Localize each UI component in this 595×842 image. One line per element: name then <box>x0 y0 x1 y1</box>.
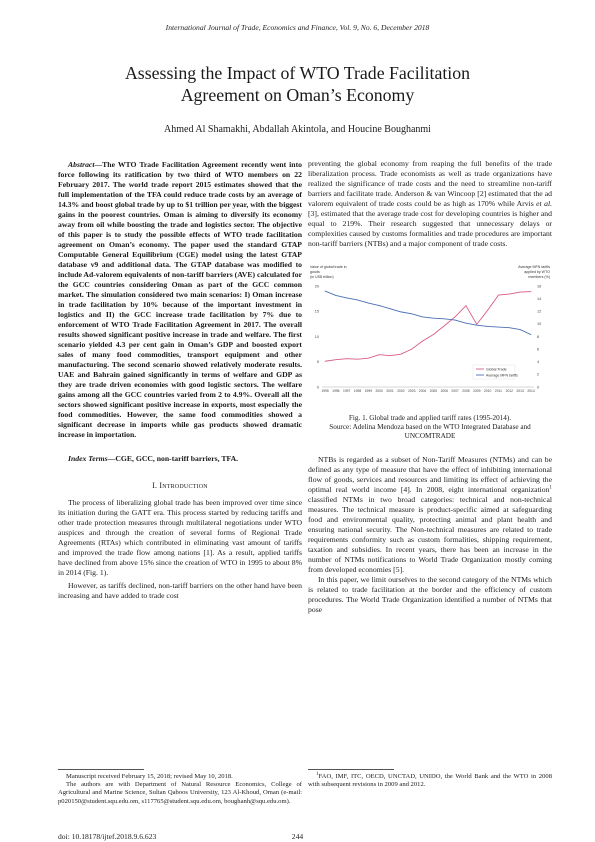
left-column <box>58 160 302 601</box>
abstract-text: —The WTO Trade Facilitation Agreement recently went into force following its ratification by two third of WTO members on 22 February 2017. The world trade report 2015 estimates showed that the full implementation of the TFA could reduce trade costs by an average of 14.3% and boost global trade by up to $1 trillion per year, with the biggest gains in the poorest countries. Oman is aiming to diversify its economy away from oil while boosting the trade and logistics sector. The objective of this paper is to study the possible effects of WTO trade facilitation agreement on Oman’s economy. The paper used the standard GTAP Computable General Equilibrium (CGE) model using the latest GTAP database v9 and additional data. The GTAP database was modified to include Ad-valorem equivalents of non-tariff barriers (AVE) calculated for the GCC countries considering Oman as part of the GCC common market. The simulation considered two main scenarios: I) Oman increase in trade facilitation by 10% because of the important investment in logistics and II) the GCC increase trade facilitation by 7% due to enforcement of WTO Trade Facilitation Agreement in 2017. The overall results showed significant positive increase in trade and welfare. The first scenario yielded 4.3 per cent gain in Oman’s GDP and boosted export sales of many food commodities, transport equipment and other manufacturing. The second scenario showed relatively moderate results. UAE and Bahrain gained significantly in terms of welfare and GDP as they are trade driven economies with good logistic sectors. The welfare gains among all the GCC countries varied from 2 to 4.9%. Overall all the sectors showed significant positive increase in exports, most especially the food commodities. However, the same food commodities showed a significant decrease in imports while gas products showed dramatic increase in importation. <box>58 160 302 439</box>
data-point <box>476 325 477 326</box>
manuscript-footnote <box>58 769 302 806</box>
figure-1 <box>308 262 552 441</box>
intro-paragraph-2: However, as tariffs declined, non-tariff barriers on the other hand have been increasing and have added to trade cost <box>58 581 302 600</box>
data-point <box>346 358 347 359</box>
data-point <box>531 334 532 335</box>
data-point <box>422 341 423 342</box>
data-point <box>444 318 445 319</box>
right-axis-title: Average MFN tariffs <box>518 265 550 269</box>
data-point <box>335 359 336 360</box>
series-line-global-trade <box>325 292 531 362</box>
data-point <box>455 316 456 317</box>
data-point <box>401 312 402 313</box>
right-tick-label: 4 <box>537 360 540 365</box>
data-point <box>476 324 477 325</box>
data-point <box>455 320 456 321</box>
data-point <box>346 298 347 299</box>
data-point <box>325 291 326 292</box>
footnote-1-text: FAO, IMF, ITC, OECD, UNCTAD, UNIDO, the World Bank and the WTO in 2008 with subsequent revisions in 2009 and 2012. <box>308 773 552 789</box>
x-tick-label: 2004 <box>418 389 427 393</box>
ntb-paragraph <box>308 455 552 575</box>
data-point <box>531 291 532 292</box>
author-list: Ahmed Al Shamakhi, Abdallah Akintola, and Houcine Boughanmi <box>164 124 431 135</box>
data-point <box>335 295 336 296</box>
x-tick-label: 1995 <box>321 389 329 393</box>
series-line-mfn-tariffs <box>325 291 531 335</box>
footnote-1-marker: 1 <box>316 771 319 777</box>
trade-tariff-chart <box>308 262 552 410</box>
data-point <box>487 326 488 327</box>
right-column <box>308 159 552 615</box>
x-tick-label: 2002 <box>397 389 405 393</box>
paper-title <box>60 62 535 106</box>
x-tick-label: 2010 <box>483 389 492 393</box>
legend-label: Global Trade <box>486 367 507 372</box>
right-tick-label: 6 <box>537 347 540 352</box>
x-tick-label: 2000 <box>375 389 383 393</box>
x-tick-label: 2001 <box>386 389 394 393</box>
x-tick-label: 2013 <box>516 389 524 393</box>
data-point <box>379 354 380 355</box>
right-tick-label: 14 <box>537 296 542 301</box>
index-terms-text: —CGE, GCC, non-tariff barriers, TFA. <box>107 454 239 463</box>
data-point <box>368 303 369 304</box>
running-head: International Journal of Trade, Economics and Finance, Vol. 9, No. 6, December 2018 <box>165 23 430 32</box>
x-tick-label: 1996 <box>332 389 340 393</box>
index-terms <box>58 454 302 464</box>
x-tick-label: 2003 <box>408 389 416 393</box>
x-tick-label: 2006 <box>440 389 448 393</box>
right-tick-label: 8 <box>537 334 540 339</box>
caption-line-1: Fig. 1. Global trade and applied tariff rates (1995-2014). <box>348 414 512 422</box>
x-tick-label: 1999 <box>364 389 373 393</box>
continued-text-b: [3], estimated that the average trade cost for developing countries is higher and equal to 219%. Their research suggested that unnecessary delays or complexities caused by customs formalities and trade procedures are important non-tariff barriers (NTBs) and a major component of trade costs. <box>308 209 552 248</box>
data-point <box>433 318 434 319</box>
index-terms-lead: Index Terms <box>68 454 108 463</box>
data-point <box>390 308 391 309</box>
abstract-lead: Abstract <box>68 160 95 169</box>
ntb-text-b: classified NTMs in two broad categories: technical and non-technical measures. The technical measure is product-specific aimed at safeguarding food and environmental quality, protecting animal and plant health and ensuring national security. The Non-technical measures are related to trade requirements conformity such as custom formalities, shipping requirement, taxation and subsidies. In recent years, there has been an increase in the number of NTMs notifications to World Trade Organization mostly coming from developed economies [5]. <box>308 495 552 574</box>
left-axis-title: (in US$ trillion) <box>310 275 334 279</box>
right-axis-title: members (%) <box>528 275 550 279</box>
x-tick-label: 2007 <box>451 389 459 393</box>
figure-caption <box>308 414 552 441</box>
x-tick-label: 1997 <box>343 389 351 393</box>
caption-line-3: UNCOMTRADE <box>404 432 456 440</box>
data-point <box>466 305 467 306</box>
data-point <box>433 334 434 335</box>
x-tick-label: 2011 <box>494 389 503 393</box>
x-tick-label: 1998 <box>353 389 362 393</box>
data-point <box>520 329 521 330</box>
right-tick-label: 2 <box>537 372 540 377</box>
x-tick-label: 2012 <box>505 389 513 393</box>
continued-paragraph <box>308 159 552 249</box>
data-point <box>325 361 326 362</box>
data-point <box>357 300 358 301</box>
data-point <box>411 349 412 350</box>
section-title: Introduction <box>159 481 208 490</box>
x-tick-label: 2008 <box>462 389 470 393</box>
data-point <box>368 358 369 359</box>
left-axis-title: goods <box>310 270 320 274</box>
intro-paragraph-1: The process of liberalizing global trade has been improved over time since its initiation during the GATT era. This process started by reducing tariffs and other trade protection measures through multilateral negotiations under WTO auspices and through the creation of several forms of Regional Trade Agreements (RTAs) which contributed in eliminating vast amount of tariffs and improved the trade flow among nations [1]. As a result, applied tariffs have declined from above 15% since the creation of WTO in 1995 to about 8% in 2014 (Fig. 1). <box>58 498 302 577</box>
data-point <box>379 305 380 306</box>
data-point <box>520 292 521 293</box>
right-axis-title: applied by WTO <box>524 270 550 274</box>
left-tick-label: 0 <box>316 385 319 390</box>
continued-text-a: preventing the global economy from reaping the full benefits of the trade liberalization process. Trade economists as well as trade organizations have realized the significance of trade costs and the need to streamline non-tariff barriers and facilitate trade. Anderson & van Wincoop [2] estimated that the ad valorem equivalent of trade costs could be as high as 170% while Arvis <box>308 159 552 208</box>
data-point <box>498 327 499 328</box>
right-tick-label: 0 <box>537 385 540 390</box>
data-point <box>401 354 402 355</box>
footnote-rule <box>58 769 144 770</box>
abstract <box>58 160 302 440</box>
section-heading <box>58 481 302 491</box>
organization-footnote <box>308 769 552 789</box>
right-tick-label: 10 <box>537 322 542 327</box>
x-tick-label: 2014 <box>527 389 535 393</box>
left-tick-label: 15 <box>314 309 319 314</box>
data-point <box>357 359 358 360</box>
left-tick-label: 5 <box>316 360 319 365</box>
x-tick-label: 2005 <box>429 389 438 393</box>
data-point <box>487 310 488 311</box>
data-point <box>444 326 445 327</box>
footnote-marker: 1 <box>549 485 552 491</box>
doi[interactable]: doi: 10.18178/ijtef.2018.9.6.623 <box>58 832 157 841</box>
footnote-1 <box>308 773 552 789</box>
left-tick-label: 20 <box>314 284 319 289</box>
page-number: 244 <box>291 832 304 841</box>
continued-etal: et al. <box>536 199 552 208</box>
left-tick-label: 10 <box>314 334 319 339</box>
scope-paragraph: In this paper, we limit ourselves to the second category of the NTMs which is related to trade facilitation at the border and the efficiency of custom procedures. The World Trade Organization identified a number of NTMs that pose <box>308 575 552 614</box>
data-point <box>466 323 467 324</box>
data-point <box>390 355 391 356</box>
right-tick-label: 16 <box>537 284 542 289</box>
data-point <box>422 317 423 318</box>
caption-line-2: Source: Adelina Mendoza based on the WTO Integrated Database and <box>329 423 531 431</box>
legend-label: Average MFN tariffs <box>486 373 518 378</box>
title-line-2: Agreement on Oman’s Economy <box>180 85 415 105</box>
x-tick-label: 2009 <box>473 389 481 393</box>
chart-svg <box>308 262 552 410</box>
received-note: Manuscript received February 15, 2018; revised May 10, 2018. <box>66 773 233 780</box>
left-axis-title: Value of global trade in <box>310 265 347 269</box>
title-line-1: Assessing the Impact of WTO Trade Facilitation <box>124 63 471 83</box>
affiliation-note: The authors are with Department of Natural Resource Economics, College of Agricultural and Marine Science, Sultan Qaboos University, 123 Al-Khoud, Oman (e-mail: p020150@student.squ.edu.om, s117765@student.squ.edu.om, boughanh@squ.edu.om). <box>58 781 302 805</box>
data-point <box>509 327 510 328</box>
ntb-text-a: NTBs is regarded as a subset of Non-Tariff Measures (NTMs) and can be defined as any type of measure that have the effect of inhibiting international flow of goods, services and resources and limiting its effect of achieving the optimal real world income [4]. In 2008, eight international organization <box>308 455 552 494</box>
data-point <box>498 295 499 296</box>
data-point <box>411 313 412 314</box>
section-number: I. <box>152 481 158 490</box>
right-tick-label: 12 <box>537 309 542 314</box>
footnote-rule-right <box>308 769 394 770</box>
data-point <box>509 294 510 295</box>
